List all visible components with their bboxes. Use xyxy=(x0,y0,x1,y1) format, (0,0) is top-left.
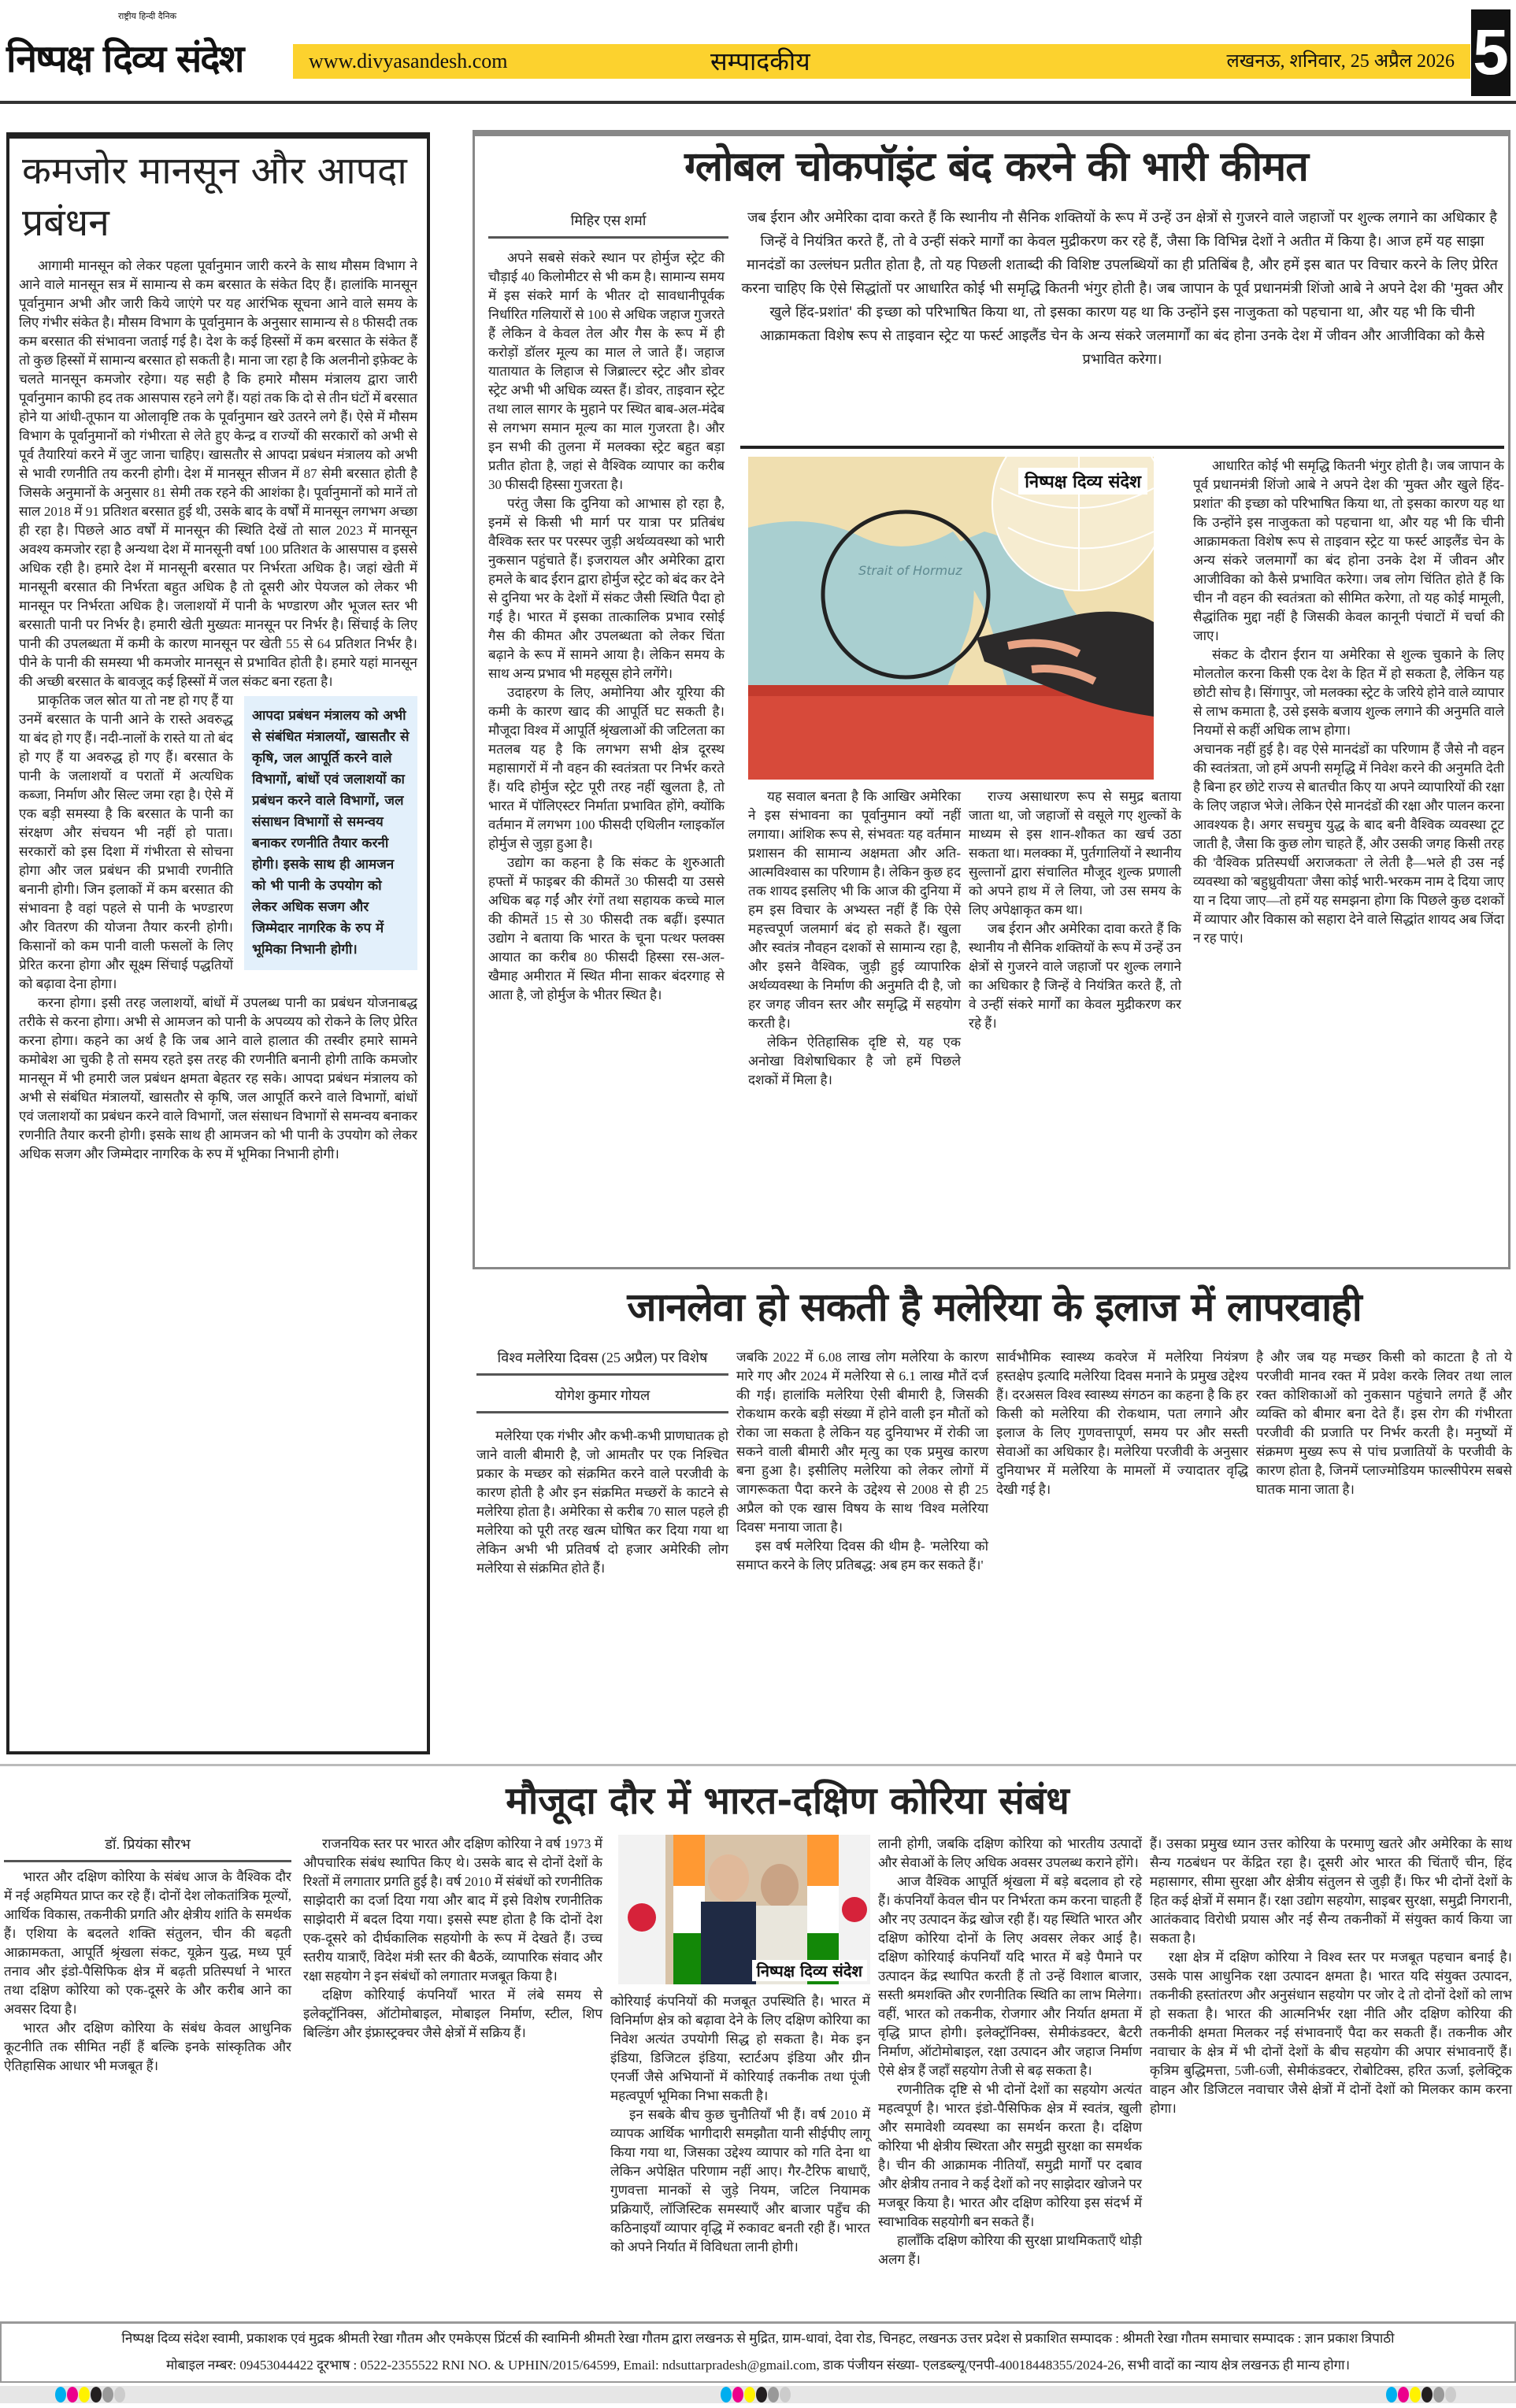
registration-dot xyxy=(1410,2387,1421,2402)
registration-dot xyxy=(1433,2387,1444,2402)
registration-dot xyxy=(1445,2387,1456,2402)
paragraph: संकट के दौरान ईरान या अमेरिका से शुल्क चुकाने के लिए मोलतोल करना किसी एक देश के हित में हो सकता है, लेकिन यह छोटी सोच है। सिंगापुर, जो मलक्का स्ट्रेट के जरिये होने वाले व्यापार से लाभ कमाता है, उसे इसके बजाय शुल्क लगाने की अनुमति वाले नियमों से कहीं अधिक लाभ होगा। xyxy=(1193,647,1504,738)
website-link[interactable]: www.divyasandesh.com xyxy=(309,50,508,72)
paragraph: उद्योग का कहना है कि संकट के शुरुआती हफ्तों में फाइबर की कीमतें 30 फीसदी या उससे अधिक बढ़ गईं और रंगों तथा सहायक कच्चे माल की कीमतें 15 से 30 फीसदी तक बढ़ीं। इस्पात उद्योग ने बताया कि भारत के चूना पत्थर फ्लक्स आयात का करीब 80 फीसदी हिस्सा रस-अल-खैमाह अमीरात में स्थित मीना साकर बंदरगाह से आता है, जो होर्मुज के भीतर स्थित है। xyxy=(488,855,725,1002)
article-column xyxy=(1256,1348,1512,1499)
logo-tagline: राष्ट्रीय हिन्दी दैनिक xyxy=(118,11,177,21)
page-number: 5 xyxy=(1471,9,1510,96)
registration-dot xyxy=(721,2387,732,2402)
watermark-logo: निष्पक्ष दिव्य संदेश xyxy=(752,1960,867,1981)
registration-dot xyxy=(780,2387,791,2402)
paragraph: आज वैश्विक आपूर्ति श्रृंखला में बड़े बदलाव हो रहे हैं। कंपनियाँ केवल चीन पर निर्भरता कम करना चाहती हैं और नए उत्पादन केंद्र खोज रही हैं। यह स्थिति भारत और दक्षिण कोरिया दोनों के लिए अवसर लेकर आई है। दक्षिण कोरियाई कंपनियाँ यदि भारत में बड़े पैमाने पर उत्पादन केंद्र स्थापित करती हैं तो उन्हें विशाल बाजार, सस्ती श्रमशक्ति और रणनीतिक स्थिति का लाभ मिलेगा। वहीं, भारत को तकनीक, रोजगार और निर्यात क्षमता में वृद्धि प्राप्त होगी। इलेक्ट्रॉनिक्स, सेमीकंडक्टर, बैटरी निर्माण, ऑटोमोबाइल, रक्षा उत्पादन और जहाज निर्माण ऐसे क्षेत्र हैं जहाँ सहयोग तेजी से बढ़ सकता है। xyxy=(878,1874,1142,2078)
watermark-logo: निष्पक्ष दिव्य संदेश xyxy=(1018,468,1147,495)
paragraph: राजनयिक स्तर पर भारत और दक्षिण कोरिया ने वर्ष 1973 में औपचारिक संबंध स्थापित किए थे। उसके बाद से दोनों देशों के रिश्तों में लगातार प्रगति हुई है। वर्ष 2010 में संबंधों को रणनीतिक साझेदारी का दर्जा दिया गया और बाद में इसे विशेष रणनीतिक साझेदारी में बदल दिया गया। इससे स्पष्ट होता है कि दोनों देश एक-दूसरे को दीर्घकालिक सहयोगी के रूप में देखते हैं। उच्च स्तरीय यात्राएँ, विदेश मंत्री स्तर की बैठकें, व्यापारिक संवाद और रक्षा सहयोग ने इन संबंधों को लगातार मजबूत किया है। xyxy=(303,1836,602,1984)
registration-dot xyxy=(79,2387,90,2402)
article-column xyxy=(4,1868,291,2076)
registration-marks xyxy=(55,2387,125,2402)
paragraph: लेकिन ऐतिहासिक दृष्टि से, यह एक अनोखा विशेषाधिकार है जो हमें पिछले दशकों में मिला है। xyxy=(748,1035,961,1087)
registration-dot xyxy=(114,2387,125,2402)
article-column xyxy=(878,1835,1142,2269)
registration-dot xyxy=(768,2387,779,2402)
paragraph: रक्षा क्षेत्र में दक्षिण कोरिया ने विश्व स्तर पर मजबूत पहचान बनाई है। उसके पास आधुनिक रक्षा उत्पादन क्षमता है। भारत यदि संयुक्त उत्पादन, तकनीकी हस्तांतरण और अनुसंधान सहयोग पर जोर दे तो दोनों देशों को लाभ हो सकता है। भारत की आत्मनिर्भर रक्षा नीति और दक्षिण कोरिया की तकनीकी क्षमता मिलकर नई संभावनाएँ पैदा कर सकती हैं। तकनीक और नवाचार के क्षेत्र में भी दोनों देशों के बीच सहयोग की अपार संभावनाएँ हैं। कृत्रिम बुद्धिमत्ता, 5जी-6जी, सेमीकंडक्टर, रोबोटिक्स, हरित ऊर्जा, इलेक्ट्रिक वाहन और डिजिटल नवाचार जैसे क्षेत्रों में दोनों देशों को मिलकर काम करना होगा। xyxy=(1150,1950,1512,2116)
article-column xyxy=(1193,457,1504,948)
masthead xyxy=(0,0,1516,102)
newspaper-logo: निष्पक्ष दिव्य संदेश xyxy=(6,37,243,81)
article-column xyxy=(969,787,1181,1033)
paragraph: आगामी मानसून को लेकर पहला पूर्वानुमान जारी करने के साथ मौसम विभाग ने आने वाले मानसून सत्र में सामान्य से कम बरसात के संकेत दिए हैं। हालांकि मानसून पूर्वानुमान अभी और जारी किये जाएंगे पर यह आरंभिक सूचना आने वाले समय के लिए गंभीर संकेत है। मौसम विभाग के पूर्वानुमान के अनुसार सामान्य से 8 फीसदी तक कम बरसात की संभावना जताई गई है। देश के कई हिस्सों में कम बरसात के संकेत हैं तो कुछ हिस्सों में सामान्य बरसात हो सकती है। माना जा रहा है कि अलनीनो इफ़ेक्ट के चलते मानसून कमजोर रहेगा। यह सही है कि हमारे मौसम मंत्रालय द्वारा जारी पूर्वानुमान काफी हद तक आसपास रहने लगे हैं। यहां तक कि दो से तीन घंटों में बरसात होने या आंधी-तूफान या ओलावृष्टि तक के पूर्वानुमान खरे उतरने लगे हैं। ऐसे में मौसम विभाग के पूर्वानुमानों को गंभीरता से लेते हुए केन्द्र व राज्यों की सरकारों को अभी से पूर्व तैयारियां करने में जुट जाना चाहिए। खासतौर से आपदा प्रबंधन मंत्रालय को अभी से भावी रणनीति तय करनी होगी। देश में मानसून सीजन में 87 सेमी बरसात होती है जिसके अनुमानों के अनुसार 81 सेमी तक रहने की आशंका है। पूर्वानुमानों को मानें तो साल 2018 में 91 प्रतिशत बरसात हुई थी, उसके बाद के वर्षों में मानसून लगभग अच्छा ही रहा है। पिछले आठ वर्षों में मानसून की स्थिति देखें तो साल 2023 में मानसून अवश्य कमजोर रहा है अन्यथा देश में मानसूनी वर्षा 100 प्रतिशत के आसपास व इससे अधिक रही है। हमारे देश में मानसूनी बरसात पर निर्भरता अधिक है। जहां खेती में मानसूनी बरसात की निर्भरता बहुत अधिक है तो दूसरी ओर पेयजल को लेकर भी मानसून पर निर्भरता अधिक है। जलाशयों में पानी के भण्डारण और भूजल स्तर भी बरसाती पानी पर निर्भर है। हमारी खेती मुख्यतः मानसून पर निर्भर है। सिंचाई के लिए पानी की उपलब्धता में कमी के कारण मानसून पर खेती 55 से 64 प्रतिशत निर्भर है। पीने के पानी की समस्या भी कमजोर मानसून से प्रभावित होती है। हमारे यहां मानसून की अच्छी बरसात के बावजूद कई हिस्सों में जल संकट बना रहता है। xyxy=(19,258,417,689)
paragraph: उदाहरण के लिए, अमोनिया और यूरिया की कमी के कारण खाद की आपूर्ति घट सकती है। मौजूदा विश्व में आपूर्ति श्रृंखलाओं की जटिलता का मतलब यह है कि लगभग सभी क्षेत्र दूरस्थ महासागरों में नौ वहन की स्वतंत्रता पर निर्भर करते हैं। यदि होर्मुज स्ट्रेट पूरी तरह नहीं खुलता है, तो भारत में पॉलिएस्टर निर्माता प्रभावित होंगे, क्योंकि वर्तमान में लगभग 100 फीसदी एथिलीन ग्लाइकॉल होर्मुज से जुड़ा हुआ है। xyxy=(488,685,725,851)
paragraph: इस वर्ष मलेरिया दिवस की थीम है- 'मलेरिया को समाप्त करने के लिए प्रतिबद्ध: अब हम कर सकते हैं।' xyxy=(736,1539,988,1573)
registration-dot xyxy=(102,2387,113,2402)
paragraph: रणनीतिक दृष्टि से भी दोनों देशों का सहयोग अत्यंत महत्वपूर्ण है। भारत इंडो-पैसिफिक क्षेत्र में स्वतंत्र, खुली और समावेशी व्यवस्था का समर्थन करता है। दक्षिण कोरिया भी क्षेत्रीय स्थिरता और समुद्री सुरक्षा का समर्थक है। चीन की आक्रामक नीतियाँ, समुद्री मार्गों पर दबाव और क्षेत्रीय तनाव ने कई देशों को नए साझेदार खोजने पर मजबूर किया है। भारत और दक्षिण कोरिया इस संदर्भ में स्वाभाविक सहयोगी बन सकते हैं। xyxy=(878,2082,1142,2229)
leaders-photo xyxy=(618,1835,870,1984)
paragraph: अपने सबसे संकरे स्थान पर होर्मुज स्ट्रेट की चौड़ाई 40 किलोमीटर से भी कम है। सामान्य समय में इस संकरे मार्ग के भीतर दो सावधानीपूर्वक निर्धारित गलियारों से 100 से अधिक जहाज गुजरते हैं लेकिन वे केवल तेल और गैस के रूप में ही करोड़ों डॉलर मूल्य का माल ले जाते हैं। जहाज यातायात के लिहाज से जिब्राल्टर स्ट्रेट और डोवर स्ट्रेट अभी भी अधिक व्यस्त हैं। डोवर, ताइवान स्ट्रेट तथा लाल सागर के मुहाने पर स्थित बाब-अल-मंदेब से लगभग समान मूल्य का माल गुजरता है। और इन सभी की तुलना में मलक्का स्ट्रेट बहुत बड़ा प्रतीत होता है, जहां से वैश्विक व्यापार का करीब 30 फीसदी हिस्सा गुजरता है। xyxy=(488,250,725,492)
article-column xyxy=(476,1427,728,1578)
article-headline: जानलेवा हो सकती है मलेरिया के इलाज में लापरवाही xyxy=(627,1284,1362,1330)
article-column xyxy=(748,787,961,1090)
paragraph: जबकि 2022 में 6.08 लाख लोग मलेरिया के कारण मारे गए और 2024 में मलेरिया से 6.1 लाख मौतें दर्ज की गई। हालांकि मलेरिया ऐसी बीमारी है, जिसकी रोकथाम करके बड़ी संख्या में होने वाली इन मौतों को रोका जा सकता है लेकिन यह दुनियाभर में रोकी जा सकने वाली बीमारी और मृत्यु का एक प्रमुख कारण बना हुआ है। इसीलिए मलेरिया को लेकर लोगों में जागरूकता पैदा करने के उद्देश्य से 2008 से ही 25 अप्रैल को एक खास विषय के साथ 'विश्व मलेरिया दिवस' मनाया जाता है। xyxy=(736,1350,988,1535)
article-column xyxy=(610,1992,870,2257)
paragraph: यह सवाल बनता है कि आखिर अमेरिका ने इस संभावना का पूर्वानुमान क्यों नहीं लगाया। आंशिक रूप से, संभवतः यह वर्तमान प्रशासन की सामान्य अक्षमता और अति-आत्मविश्वास का परिणाम है। लेकिन कुछ हद तक शायद इसलिए भी कि आज की दुनिया में हम इस विचार के अभ्यस्त नहीं हैं कि ऐसे महत्त्वपूर्ण जलमार्ग बंद हो सकते हैं। खुला और स्वतंत्र नौवहन दशकों से सामान्य रहा है, और इसने वैश्विक, जुड़ी हुई व्यापारिक अर्थव्यवस्था के निर्माण की अनुमति दी है, जो हर जगह जीवन स्तर और समृद्धि में सहयोग करती है। xyxy=(748,789,961,1031)
article-body xyxy=(19,257,417,1164)
article-column xyxy=(488,249,725,1005)
registration-dot xyxy=(91,2387,102,2402)
strait-of-hormuz-illustration xyxy=(748,457,1154,780)
divider xyxy=(740,446,1504,449)
article-headline: मौजूदा दौर में भारत-दक्षिण कोरिया संबंध xyxy=(506,1779,1069,1823)
pull-quote: आपदा प्रबंधन मंत्रालय को अभी से संबंधित मंत्रालयों, खासतौर से कृषि, जल आपूर्ति करने वाले विभागों, बांधों एवं जलाशयों का प्रबंधन करने वाले विभागों, जल संसाधन विभागों से समन्वय बनाकर रणनीति तैयार करनी होगी। इसके साथ ही आमजन को भी पानी के उपयोग को लेकर अधिक सजग और जिम्मेदार नागरिक के रुप में भूमिका निभानी होगी। xyxy=(244,696,417,970)
article-column xyxy=(996,1348,1248,1499)
paragraph: राज्य असाधारण रूप से समुद्र बताया जाता था, जो जहाजों से वसूले गए शुल्कों के माध्यम से इस शान-शौकत का खर्च उठा सकता था। मलक्का में, पुर्तगालियों ने स्थानीय सुल्तानों द्वारा संचालित मौजूद शुल्क प्रणाली को अपने हाथ में ले लिया, जो उस समय के लिए अपेक्षाकृत कम था। xyxy=(969,789,1181,917)
paragraph: इन सबके बीच कुछ चुनौतियाँ भी हैं। वर्ष 2010 में व्यापक आर्थिक भागीदारी समझौता यानी सीईपीए लागू किया गया था, जिसका उद्देश्य व्यापार को गति देना था लेकिन अपेक्षित परिणाम नहीं आए। गैर-टैरिफ बाधाएँ, गुणवत्ता मानकों से जुड़े नियम, जटिल नियामक प्रक्रियाएँ, लॉजिस्टिक समस्याएँ और बाजार पहुँच की कठिनाइयाँ व्यापार वृद्धि में रुकावट बनती रही हैं। भारत को अपने निर्यात में विविधता लानी होगी। xyxy=(610,2107,870,2254)
registration-marks xyxy=(1386,2387,1456,2402)
paragraph: हालाँकि दक्षिण कोरिया की सुरक्षा प्राथमिकताएँ थोड़ी अलग हैं। xyxy=(878,2233,1142,2267)
article-headline: ग्लोबल चोकपॉइंट बंद करने की भारी कीमत xyxy=(684,143,1308,191)
section-divider xyxy=(0,1764,1516,1766)
registration-dot xyxy=(732,2387,743,2402)
article-standfirst: जब ईरान और अमेरिका दावा करते हैं कि स्थानीय नौ सैनिक शक्तियों के रूप में उन्हें उन क्षेत्रों से गुजरने वाले जहाजों पर शुल्क लगाने का अधिकार है जिन्हें वे नियंत्रित करते हैं, तो वे उन्हीं संकरे मार्गों का केवल मुद्रीकरण कर रहे हैं, जैसा कि विभिन्न देशों ने अतीत में किया है। आज हमें यह साझा मानदंडों का उल्लंघन प्रतीत होता है, तो यह पिछली शताब्दी की विशिष्ट उपलब्धियों का ही प्रतिबिंब है, और हमें इस बात पर विचार करने के लिए प्रेरित करना चाहिए कि ऐसे सिद्धांतों पर आधारित कोई भी समृद्धि कितनी भंगुर होती है। जब जापान के पूर्व प्रधानमंत्री शिंजो आबे ने अपने देश की 'मुक्त और खुले हिंद-प्रशांत' की इच्छा को परिभाषित किया था, तो इसका कारण यह था कि उन्होंने इस नाजुकता को पहचाना था, और यह भी कि चीनी आक्रामकता विशेष रूप से ताइवान स्ट्रेट या फर्स्ट आइलैंड चेन के अन्य संकरे जलमार्गों का बंद होना उनके देश में जीवन और आजीविका को कैसे प्रभावित करेगा। xyxy=(741,209,1503,368)
article-kicker: विश्व मलेरिया दिवस (25 अप्रैल) पर विशेष xyxy=(476,1348,728,1376)
author-byline: मिहिर एस शर्मा xyxy=(488,211,728,239)
paragraph: हैं। उसका प्रमुख ध्यान उत्तर कोरिया के परमाणु खतरे और अमेरिका के साथ सैन्य गठबंधन पर केंद्रित रहा है। दूसरी ओर भारत की चिंताएँ चीन, हिंद महासागर, सीमा सुरक्षा और क्षेत्रीय संतुलन से जुड़ी हैं। फिर भी दोनों देशों के हित कई क्षेत्रों में समान हैं। रक्षा उद्योग सहयोग, साइबर सुरक्षा, समुद्री निगरानी, आतंकवाद विरोधी प्रयास और नई सैन्य तकनीकों में संयुक्त कार्य किया जा सकता है। xyxy=(1150,1836,1512,1946)
header-bar xyxy=(293,44,1470,79)
paragraph: करना होगा। इसी तरह जलाशयों, बांधों में उपलब्ध पानी का प्रबंधन योजनाबद्ध तरीके से करना होगा। अभी से आमजन को पानी के अपव्यय को रोकने के लिए प्रेरित करना होगा। कहने का अर्थ है कि जब आने वाले हालात की तस्वीर हमारे सामने कमोबेश आ चुकी है तो समय रहते इस तरह की रणनीति बनानी होगी ताकि कमजोर मानसून में भी हमारी जल प्रबंधन क्षमता बेहतर रह सके। आपदा प्रबंधन मंत्रालय को अभी से संबंधित मंत्रालयों, खासतौर से कृषि, जल आपूर्ति करने वाले विभागों, बांधों एवं जलाशयों का प्रबंधन करने वाले विभागों, जल संसाधन विभागों से समन्वय बनाकर रणनीति तैयार करनी होगी। इसके साथ ही आमजन को भी पानी के उपयोग को लेकर अधिक सजग और जिम्मेदार नागरिक के रुप में भूमिका निभानी होगी। xyxy=(19,995,417,1161)
author-byline: डॉ. प्रियंका सौरभ xyxy=(4,1835,291,1862)
paragraph: सार्वभौमिक स्वास्थ्य कवरेज में मलेरिया नियंत्रण हस्तक्षेप इत्यादि मलेरिया दिवस मनाने के प्रमुख उद्देश्य हैं। दरअसल विश्व स्वास्थ्य संगठन का कहना है कि हर किसी को मलेरिया की रोकथाम, पता लगाने और इलाज के लिए गुणवत्तापूर्ण, समय पर और सस्ती सेवाओं का अधिकार है। मलेरिया परजीवी के अनुसार दुनियाभर में मलेरिया के मामलों में ज्यादातर वृद्धि देखी गई है। xyxy=(996,1350,1248,1497)
article-monsoon xyxy=(6,132,430,1754)
imprint-publisher: निष्पक्ष दिव्य संदेश स्वामी, प्रकाशक एवं मुद्रक श्रीमती रेखा गौतम और एमकेएस प्रिंटर्स की स्वामिनी श्रीमती रेखा गौतम द्वारा लखनऊ से मुद्रित, ग्राम-धावां, देवा रोड, चिनहट, लखनऊ उत्तर प्रदेश से प्रकाशित सम्पादक : श्रीमती रेखा गौतम समाचार सम्पादक : ज्ञान प्रकाश त्रिपाठी xyxy=(121,2331,1395,2346)
paragraph: परंतु जैसा कि दुनिया को आभास हो रहा है, इनमें से किसी भी मार्ग पर यात्रा पर प्रतिबंध वैश्विक स्तर पर परस्पर जुड़ी अर्थव्यवस्था को भारी नुकसान पहुंचाते हैं। इजरायल और अमेरिका द्वारा हमले के बाद ईरान द्वारा होर्मुज स्ट्रेट को बंद कर देने से दुनिया भर के देशों में संकट जैसी स्थिति पैदा हो गई है। भारत में इसका तात्कालिक प्रभाव रसोई गैस की कीमत और उपलब्धता को लेकर चिंता बढ़ाने के रूप में सामने आया है। लेकिन समय के साथ अन्य प्रभाव भी महसूस होने लगेंगे। xyxy=(488,496,725,681)
print-line xyxy=(0,2321,1516,2383)
paragraph: है और जब यह मच्छर किसी को काटता है तो ये परजीवी मानव रक्त में प्रवेश करके लिवर तथा लाल रक्त कोशिकाओं को नुकसान पहुंचाने लगते हैं और व्यक्ति को बीमार बना देते हैं। इस रोग की गंभीरता परजीवी की प्रजाति पर निर्भर करती है। मनुष्यों में संक्रमण मुख्य रूप से पांच प्रजातियों के परजीवी के कारण होता है, जिनमें प्लाज्मोडियम फाल्सीपेरम सबसे घातक माना जाता है। xyxy=(1256,1350,1512,1497)
registration-dot xyxy=(1421,2387,1433,2402)
paragraph: भारत और दक्षिण कोरिया के संबंध केवल आधुनिक कूटनीति तक सीमित नहीं हैं बल्कि इनके सांस्कृतिक और ऐतिहासिक आधार भी मजबूत हैं। xyxy=(4,2021,291,2073)
paragraph: कोरियाई कंपनियों की मजबूत उपस्थिति है। भारत में विनिर्माण क्षेत्र को बढ़ावा देने के लिए दक्षिण कोरिया का निवेश अत्यंत उपयोगी सिद्ध हो सकता है। मेक इन इंडिया, डिजिटल इंडिया, स्टार्टअप इंडिया और ग्रीन एनर्जी जैसे अभियानों में कोरियाई तकनीक तथा पूंजी महत्वपूर्ण भूमिका निभा सकती है। xyxy=(610,1994,870,2103)
article-column xyxy=(736,1348,988,1575)
dateline: लखनऊ, शनिवार, 25 अप्रैल 2026 xyxy=(1226,51,1455,72)
registration-dot xyxy=(1386,2387,1397,2402)
header-divider xyxy=(0,101,1516,104)
registration-dot xyxy=(756,2387,767,2402)
map-label: Strait of Hormuz xyxy=(858,563,962,578)
paragraph: जब ईरान और अमेरिका दावा करते हैं कि स्थानीय नौ सैनिक शक्तियों के रूप में उन्हें उन क्षेत्रों से गुजरने वाले जहाजों पर शुल्क लगाने का अधिकार है जिन्हें वे नियंत्रित करते हैं, तो वे उन्हीं संकरे मार्गों का केवल मुद्रीकरण कर रहे हैं। xyxy=(969,921,1181,1031)
registration-dot xyxy=(744,2387,755,2402)
article-column xyxy=(303,1835,602,2043)
imprint-contact: मोबाइल नम्बर: 09453044422 दूरभाष : 0522-2355522 RNI NO. & UPHIN/2015/64599, Email: ndsuttarpradesh@gmail.com, डाक पंजीयन संख्या- एलडब्ल्यू/एनपी-40018448355/2024-26, सभी वादों का न्याय क्षेत्र लखनऊ ही मान्य होगा। xyxy=(165,2358,1351,2373)
paragraph: लानी होगी, जबकि दक्षिण कोरिया को भारतीय उत्पादों और सेवाओं के लिए अधिक अवसर उपलब्ध कराने होंगे। xyxy=(878,1836,1142,1870)
paragraph: आधारित कोई भी समृद्धि कितनी भंगुर होती है। जब जापान के पूर्व प्रधानमंत्री शिंजो आबे ने अपने देश की 'मुक्त और खुले हिंद-प्रशांत' की इच्छा को परिभाषित किया था, तो इसका कारण यह था कि उन्होंने इस नाजुकता को पहचाना था, और यह भी कि चीनी आक्रामकता विशेष रूप से ताइवान स्ट्रेट या फर्स्ट आइलैंड चेन के अन्य संकरे जलमार्गों का बंद होना उनके देश में जीवन और आजीविका को कैसे प्रभावित करेगा। जब लोग चिंतित होते हैं कि चीन नौ वहन की स्वतंत्रता को सीमित करेगा, तो यह कोई मामूली, सैद्धांतिक मुद्दा नहीं है जिसकी केवल कानूनी पंचाटों में चर्चा की जाए। xyxy=(1193,458,1504,643)
paragraph: भारत और दक्षिण कोरिया के संबंध आज के वैश्विक दौर में नई अहमियत प्राप्त कर रहे हैं। दोनों देश लोकतांत्रिक मूल्यों, आर्थिक विकास, तकनीकी प्रगति और क्षेत्रीय शांति के समर्थक हैं। एशिया के बदलते शक्ति संतुलन, चीन की बढ़ती आक्रामकता, आपूर्ति श्रृंखला संकट, यूक्रेन युद्ध, मध्य पूर्व तनाव और इंडो-पैसिफिक क्षेत्र में बढ़ती प्रतिस्पर्धा ने भारत तथा दक्षिण कोरिया को एक-दूसरे के और करीब आने का अवसर दिया है। xyxy=(4,1869,291,2017)
section-title: सम्पादकीय xyxy=(710,46,810,76)
registration-dot xyxy=(55,2387,66,2402)
registration-marks xyxy=(721,2387,791,2402)
paragraph: प्राकृतिक जल स्रोत या तो नष्ट हो गए हैं या उनमें बरसात के पानी आने के रास्ते अवरुद्ध या बंद हो गए हैं। नदी-नालों के रास्ते या तो बंद हो गए हैं या अवरुद्ध हो गए हैं। बरसात के पानी के जलाशयों व परातों में अत्यधिक कब्जा, निर्माण और सिल्ट जमा रहा है। ऐसे में एक बड़ी समस्या है कि बरसात के पानी का संरक्षण और संचयन भी नहीं हो पाता। सरकारों को इस दिशा में गंभीरता से सोचना होगा और जल प्रबंधन की प्रभावी रणनीति बनानी होगी। जिन इलाकों में कम बरसात की संभावना है वहां पहले से पानी के भण्डारण और वितरण की योजना तैयार करनी होगी। किसानों को कम पानी वाली फसलों के लिए प्रेरित करना होगा और सूक्ष्म सिंचाई पद्धतियों को बढ़ावा देना होगा। xyxy=(19,693,233,991)
paragraph: अचानक नहीं हुई है। वह ऐसे मानदंडों का परिणाम हैं जैसे नौ वहन की स्वतंत्रता, जो हमें अपनी समृद्धि में निवेश करने की अनुमति देती है बिना हर छोटे राज्य से बातचीत किए या अपने व्यापारियों की रक्षा के लिए जहाज भेजे। लेकिन ऐसे मानदंडों की रक्षा और पालन करना आवश्यक है। अगर सचमुच युद्ध के बाद बनी वैश्विक व्यवस्था टूट जाती है, जैसा कि कुछ लोग चाहते हैं, और उसकी जगह किसी तरह की 'वैश्विक प्रतिस्पर्धी अराजकता' ले लेती है—भले ही उस नई व्यवस्था को 'बहुध्रुवीयता' जैसा कोई भारी-भरकम नाम दे दिया जाए या न दिया जाए—तो हमें यह समझना होगा कि पिछले कुछ दशकों में व्यापार और विकास को सहारा देने वाले सिद्धांत शायद अब जिंदा न रह पाएं। xyxy=(1193,742,1504,946)
article-column xyxy=(1150,1835,1512,2118)
article-headline: कमजोर मानसून और आपदा प्रबंधन xyxy=(22,149,407,245)
author-byline: योगेश कुमार गोयल xyxy=(476,1386,728,1413)
paragraph: मलेरिया एक गंभीर और कभी-कभी प्राणघातक हो जाने वाली बीमारी है, जो आमतौर पर एक निश्चित प्रकार के मच्छर को संक्रमित करने वाले परजीवी के कारण होती है और इन संक्रमित मच्छरों के काटने से मलेरिया होता है। अमेरिका से करीब 70 साल पहले ही मलेरिया को पूरी तरह खत्म घोषित कर दिया गया था लेकिन अभी भी प्रतिवर्ष दो हजार अमेरिकी लोग मलेरिया से संक्रमित होते हैं। xyxy=(476,1428,728,1576)
registration-dot xyxy=(67,2387,78,2402)
registration-dot xyxy=(1398,2387,1409,2402)
paragraph: दक्षिण कोरियाई कंपनियाँ भारत में लंबे समय से इलेक्ट्रॉनिक्स, ऑटोमोबाइल, मोबाइल निर्माण, स्टील, शिप बिल्डिंग और इंफ्रास्ट्रक्चर जैसे क्षेत्रों में सक्रिय हैं। xyxy=(303,1988,602,2040)
